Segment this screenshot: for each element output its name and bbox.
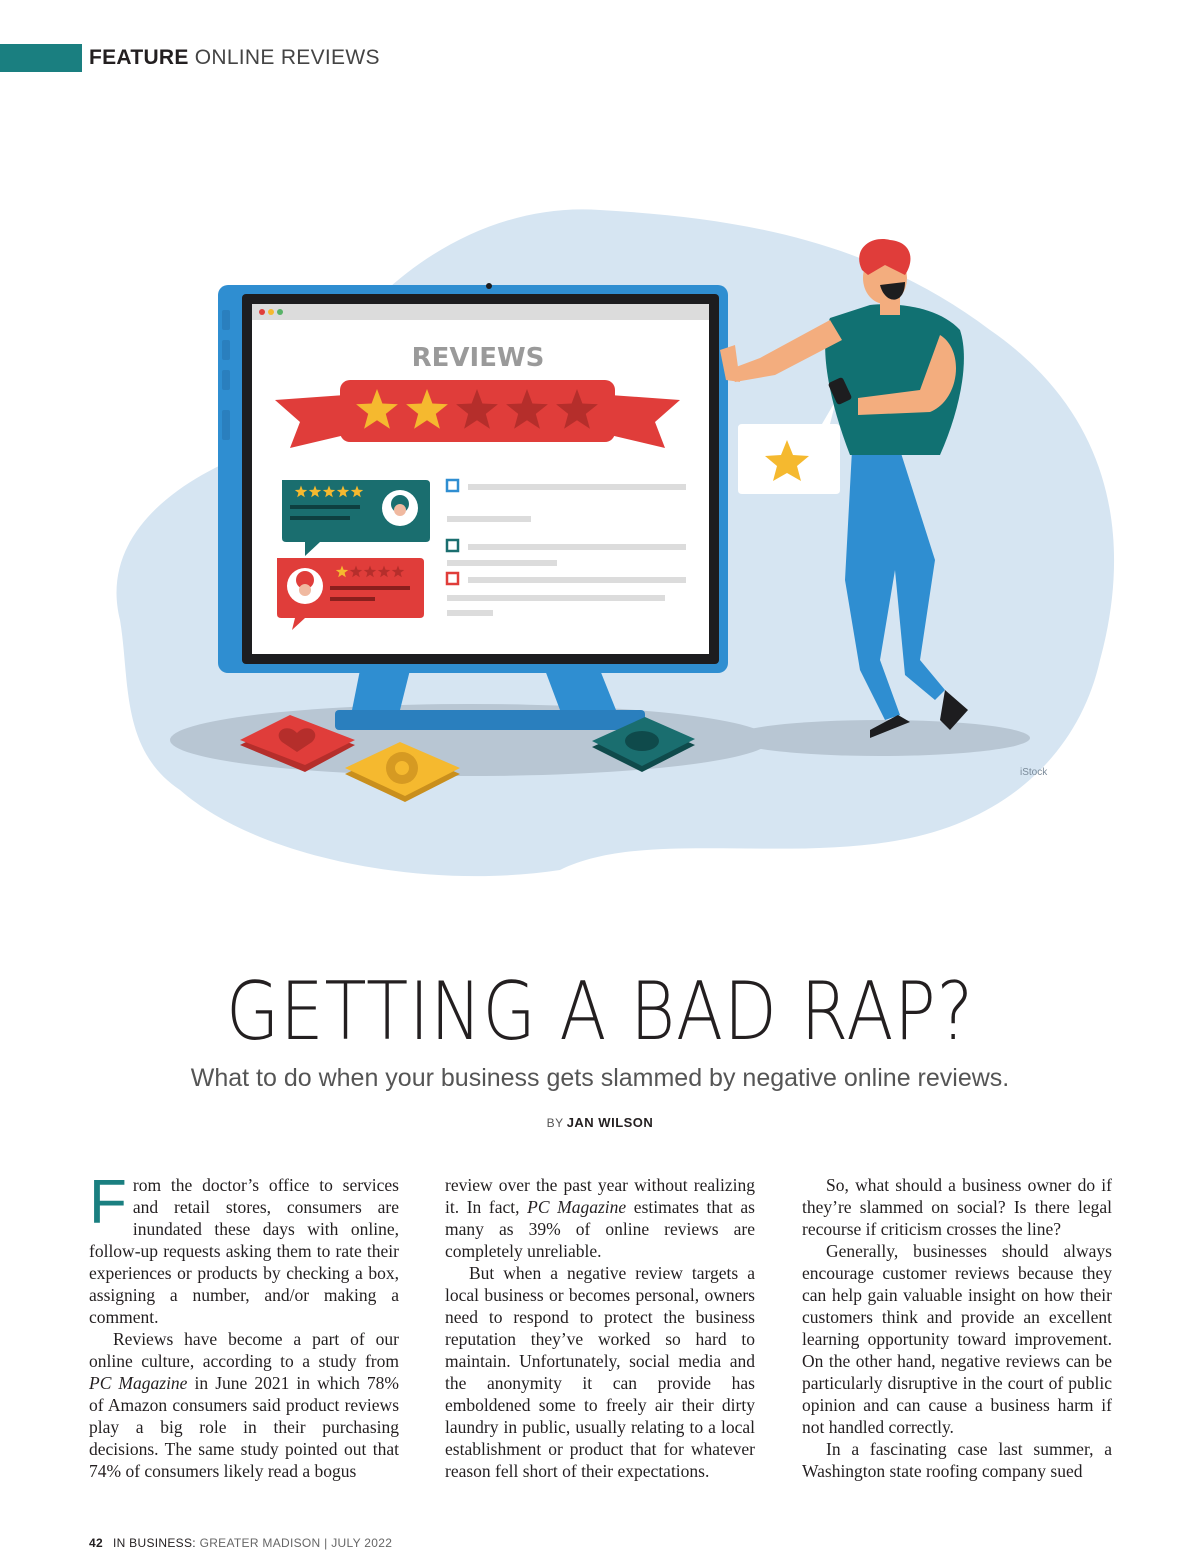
browser-bar (252, 304, 709, 320)
publication-title: PC Magazine (89, 1373, 188, 1393)
reviews-illustration (0, 190, 1200, 890)
footer-separator: | (324, 1536, 328, 1550)
author-name: JAN WILSON (566, 1115, 654, 1130)
paragraph-text: Reviews have become a part of our online culture, according to a study from (89, 1329, 399, 1371)
paragraph-text: review over the past year without realizing it. In fact, (445, 1175, 755, 1217)
body-paragraph: But when a negative review targets a local business or becomes personal, owners need to respond to protect the business reputation they’ve worked so hard to maintain. Unfortunately, social media and the anonymity it can provide has emboldened some to freely air their dirty laundry in public, usually relating to a local establishment or product that for whatever reason fell short of their expectations. (445, 1263, 755, 1481)
page-number: 42 (89, 1536, 103, 1550)
body-paragraph: Generally, businesses should always encourage customer reviews because they can help gain valuable insight on how their customers think and provide an excellent learning opportunity toward improvement. On the other hand, negative reviews can be particularly disruptive in the court of public opinion and can cause a business harm if not handled correctly. (802, 1241, 1112, 1437)
article-deck: What to do when your business gets slammed by negative online reviews. (190, 1064, 1010, 1092)
side-button (222, 410, 230, 440)
side-button (222, 370, 230, 390)
side-button (222, 310, 230, 330)
edition-name: GREATER MADISON (199, 1536, 321, 1550)
issue-date: JULY 2022 (331, 1536, 393, 1550)
article-column-2 (445, 1174, 755, 1482)
body-paragraph: So, what should a business owner do if they’re slammed on social? Is there legal recourse if criticism crosses the line? (802, 1175, 1112, 1239)
paragraph-text: in June 2021 in which 78% of Amazon consumers said product reviews play a big role in their purchasing decisions. The same study pointed out that 74% of consumers likely read a bogus (89, 1373, 399, 1481)
page-footer (89, 1536, 392, 1550)
body-paragraph (89, 1168, 399, 1328)
section-color-tab (0, 44, 82, 72)
publication-name: IN BUSINESS: (112, 1536, 196, 1550)
section-topic: ONLINE REVIEWS (194, 46, 380, 69)
article-column-1 (89, 1168, 399, 1482)
screen-title: REVIEWS (411, 343, 545, 373)
article-column-3 (802, 1174, 1112, 1482)
byline-prefix: BY (546, 1116, 564, 1130)
body-paragraph (89, 1328, 399, 1482)
body-paragraph: In a fascinating case last summer, a Washington state roofing company sued (802, 1439, 1112, 1481)
review-text-line (330, 586, 410, 590)
section-name: FEATURE (89, 46, 189, 69)
side-button (222, 340, 230, 360)
review-text-line (290, 505, 360, 509)
review-text-line (330, 597, 375, 601)
drop-cap: F (89, 1168, 127, 1237)
review-text-line (290, 516, 350, 520)
window-dot-close (259, 309, 265, 315)
publication-title: PC Magazine (527, 1197, 627, 1217)
paragraph-text: estimates that as many as 39% of online reviews are completely unreliable. (445, 1197, 755, 1261)
section-header (89, 44, 380, 72)
monitor-base (335, 710, 645, 730)
window-dot-min (268, 309, 274, 315)
byline (0, 1114, 1200, 1132)
paragraph-text: rom the doctor’s office to services and retail stores, consumers are inundated these days with online, follow-up requests asking them to rate their experiences or products by checking a box, assigning a number, and/or making a comment. (89, 1175, 399, 1327)
article-headline: GETTING A BAD RAP? (225, 965, 975, 1058)
monitor-camera (486, 283, 492, 289)
photo-credit: iStock (1020, 767, 1048, 778)
window-dot-max (277, 309, 283, 315)
body-paragraph (445, 1174, 755, 1262)
